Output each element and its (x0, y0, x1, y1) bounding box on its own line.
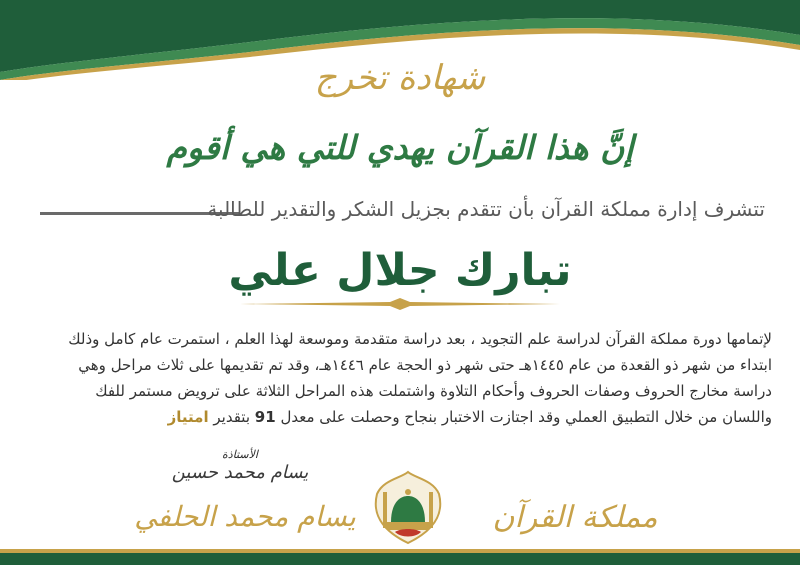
body-line-4 (30, 404, 772, 430)
grade-prefix: بتقدير (213, 408, 250, 426)
certificate-body (30, 326, 772, 430)
intro-text: تتشرف إدارة مملكة القرآن بأن تتقدم بجزيل الشكر والتقدير للطالبة (207, 197, 765, 221)
score-value: 91 (254, 408, 276, 426)
name-divider (240, 298, 560, 310)
signatory-name: يسام محمد الحلفي (134, 500, 356, 533)
brand-name: مملكة القرآن (492, 500, 658, 535)
body-line-4-text: واللسان من خلال التطبيق العملي وقد اجتازت الاختبار بنجاح وحصلت على معدل (280, 408, 772, 426)
handwritten-signature: يسام محمد حسين (171, 462, 309, 483)
body-line-1: لإتمامها دورة مملكة القرآن لدراسة علم التجويد ، بعد دراسة متقدمة وموسعة لهذا العلم ، استمرت عام كامل وذلك (68, 330, 772, 348)
bottom-band-decoration (0, 535, 800, 565)
body-line-3: دراسة مخارج الحروف وصفات الحروف وأحكام التلاوة واشتملت هذه المراحل الثلاثة على ترويض مستمر للفك (95, 382, 772, 400)
certificate-heading: شهادة تخرج (314, 58, 486, 98)
grade-value: امتياز (167, 408, 209, 426)
signature-caption: الأستاذة (222, 448, 258, 461)
quran-verse: إنَّ هذا القرآن يهدي للتي هي أقوم (166, 128, 634, 167)
student-name: تبارك جلال علي (228, 245, 572, 296)
mosque-emblem-icon (373, 470, 443, 545)
body-line-2: ابتداء من شهر ذو القعدة من عام ١٤٤٥هـ حتى شهر ذو الحجة عام ١٤٤٦هـ، وقد تم تقديمها على ثلاث مراحل وهي (78, 356, 772, 374)
